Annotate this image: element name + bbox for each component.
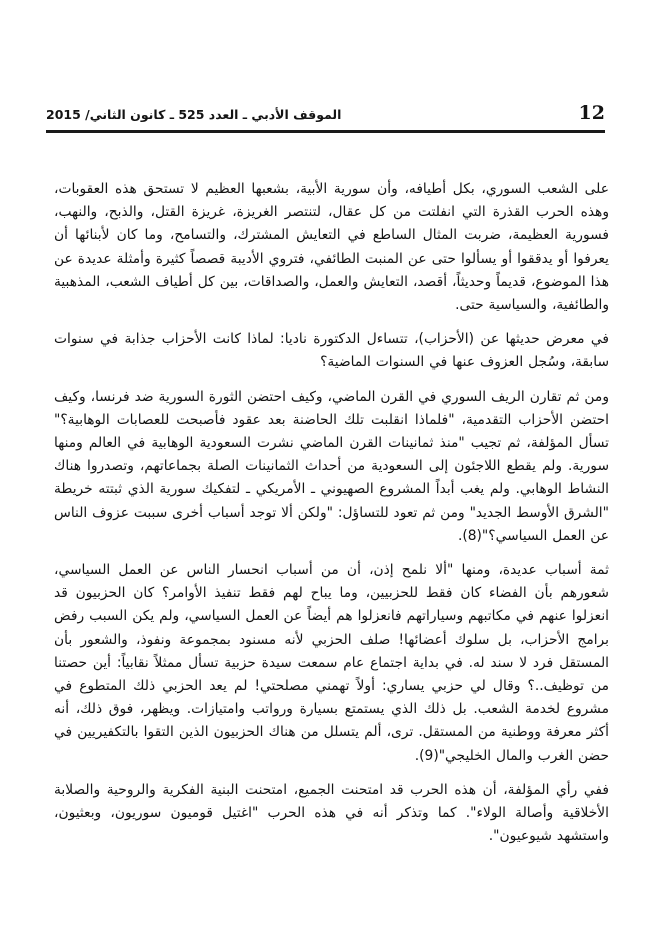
paragraph-4: ثمة أسباب عديدة، ومنها "ألا نلمح إذن، أن من أسباب انحسار الناس عن العمل السياسي، شعورهم بأن الفضاء كان فقط للحزبيين، وما يباح لهم فقط تنفيذ الأوامر؟ كان الحزبيون قد انعزلوا عنهم في مكاتبهم وسياراتهم فانعزلوا هم أيضاً عن العمل السياسي، ولم يكن السبب رفض برامج الأحزاب، بل سلوك أعضائها! صلف الحزبي لأنه مسنود بمجموعة ونفوذ، والشعور بأن المستقل فرد لا سند له. في بداية اجتماع عام سمعت سيدة حزبية تسأل ممثلاً نقابياً: أين حصتنا من توظيف..؟ وقال لي حزبي يساري: أولاً تهمني مصلحتي! لم يعد الحزبي ذلك المتطوع في مشروع لخدمة الشعب. بل ذلك الذي يستمتع بسيارة ورواتب وامتيازات. ويظهر، فوق ذلك، أنه أكثر معرفة ووطنية من المستقل. ترى، ألم يتسلل من هناك الحزبيون الذين التقوا بالتكفيريين في حضن الغرب والمال الخليجي"(9). [54,562,609,764]
paragraph-2: في معرض حديثها عن (الأحزاب)، تتساءل الدكتورة ناديا: لماذا كانت الأحزاب جذابة في سنوات سابقة، وسُجل العزوف عنها في السنوات الماضية؟ [54,331,609,371]
page-number: 12 [578,102,605,124]
paragraph-3: ومن ثم تقارن الريف السوري في القرن الماضي، وكيف احتضن الثورة السورية ضد فرنسا، وكيف احتضن الأحزاب التقدمية، "فلماذا انقلبت تلك الحاضنة بعد عقود فأصبحت للعصابات الوهابية؟" تسأل المؤلفة، ثم تجيب "منذ ثمانينات القرن الماضي نشرت السعودية الوهابية في العالم ومنها سورية. ولم يقطع اللاجئون إلى السعودية من أحداث الثمانينات الصلة بجماعاتهم، وتصدروا هناك النشاط الوهابي. ولم يغب أبداً المشروع الصهيوني ـ الأمريكي ـ لتفكيك سورية الذي ثبتته خريطة "الشرق الأوسط الجديد" ومن ثم تعود للتساؤل: "ولكن ألا توجد أسباب أخرى سببت عزوف الناس عن العمل السياسي؟"(8). [54,388,609,544]
page-header [46,100,605,133]
running-title: الموقف الأدبي ـ العدد 525 ـ كانون الثاني/ 2015 [46,107,342,122]
paragraph-1: على الشعب السوري، بكل أطيافه، وأن سورية الأبية، بشعبها العظيم لا تستحق هذه العقوبات، وهذه الحرب القذرة التي انفلتت من كل عقال، لتنتصر الغريزة، غريزة القتل، والذبح، والنهب، فسورية العظيمة، ضربت المثال الساطع في التعايش المشترك، والتسامح، وما كان لأبنائها أن يعرفوا أو يدققوا أو يسألوا حتى عن المنبت الطائفي، فتروي الأديبة قصصاً كثيرة وأمثلة عديدة عن هذا الموضوع، قديماً وحديثاً، أقصد، التعايش والعمل، والصداقات، بين كل أطياف الشعب، المذهبية والطائفية، والسياسية حتى. [54,181,609,314]
paragraph-5: ففي رأي المؤلفة، أن هذه الحرب قد امتحنت الجميع، امتحنت البنية الفكرية والروحية والصلابة الأخلاقية وأصالة الولاء". كما وتذكر أنه في هذه الحرب "اغتيل قوميون سوريون، وبعثيون، واستشهد شيوعيون". [54,781,609,845]
article-body [54,178,609,859]
